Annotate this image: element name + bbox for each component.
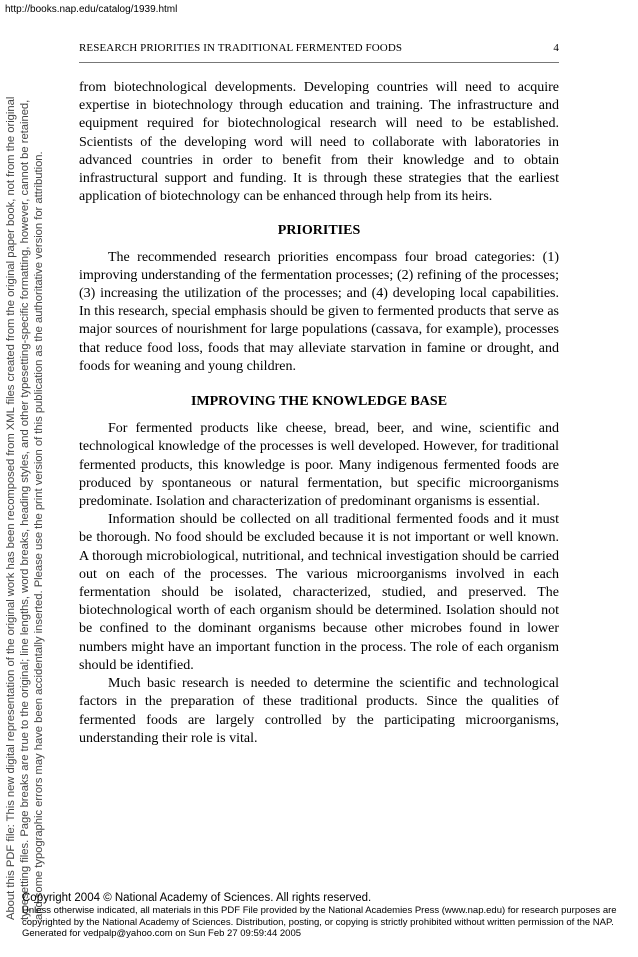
intro-paragraph: from biotechnological developments. Developing countries will need to acquire expertise in biotechnology through education and training. The infrastructure and equipment required for biotechnological research will need to be established. Scientists of the developing word will need to collaborate with laboratories in advanced countries in order to benefit from their knowledge and to obtain infrastructural support and funding. It is through these strategies that the earliest application of biotechnology can be enhanced through help from its heirs. — [79, 80, 559, 205]
header-rule — [79, 62, 559, 63]
heading-knowledge-base: IMPROVING THE KNOWLEDGE BASE — [190, 394, 448, 410]
side-disclaimer-line-3: and some typographic errors may have been accidentally inserted. Please use the print version of this publication as the authoritative version for attribution. — [33, 151, 45, 920]
knowledge-paragraph-2: Information should be collected on all traditional fermented foods and it must be thorough. No food should be excluded because it is not important or well known. A thorough microbiological, nutritional, and technical investigation should be carried out on each of the processes. The various microorganisms involved in each fermentation should be isolated, characterized, studied, and preserved. The biotechnological worth of each organism should be determined. Isolation should not be confined to the dominant organisms because other microbes found in lower numbers might have an important function in the process. The role of each organism should be identified. — [79, 512, 559, 673]
side-disclaimer-line-1: About this PDF file: This new digital representation of the original work has been recomposed from XML files created from the original paper book, not from the original — [5, 96, 17, 920]
knowledge-paragraph-1: For fermented products like cheese, bread, beer, and wine, scientific and technological knowledge of the processes is well developed. However, for traditional fermented products, this knowledge is poor. Many indigenous fermented foods are produced by spontaneous or natural fermentation, but specific microorganisms predominate. Isolation and characterization of predominant organisms is essential. — [79, 421, 559, 510]
page-number: 4 — [553, 42, 559, 54]
usage-notice: Unless otherwise indicated, all materials in this PDF File provided by the National Academies Press (www.nap.edu) for research purposes are copyrighted by the National Academy of Sciences. Distribution, posting, or copying is strictly prohibited without written permission of the NAP. — [22, 905, 617, 928]
knowledge-paragraph-3: Much basic research is needed to determine the scientific and technological factors in the preparation of these traditional products. Since the qualities of fermented foods are largely controlled by the participating microorganisms, understanding their role is vital. — [79, 676, 559, 746]
side-disclaimer — [4, 0, 64, 920]
heading-priorities: PRIORITIES — [277, 223, 361, 239]
copyright-line: Copyright 2004 © National Academy of Sciences. All rights reserved. — [22, 892, 372, 904]
source-url: http://books.nap.edu/catalog/1939.html — [5, 4, 178, 15]
page-body — [79, 79, 559, 748]
generated-line: Generated for vedpalp@yahoo.com on Sun Feb 27 09:59:44 2005 — [22, 928, 302, 939]
running-head-title: RESEARCH PRIORITIES IN TRADITIONAL FERMENTED FOODS — [79, 42, 403, 54]
priorities-paragraph: The recommended research priorities encompass four broad categories: (1) improving understanding of the fermentation processes; (2) refining of the processes; (3) increasing the utilization of the processes; and (4) developing local capabilities. In this research, special emphasis should be given to fermented products that serve as major sources of nourishment for large populations (cassava, for example), processes that reduce food loss, foods that may alleviate starvation in famine or drought, and foods for weaning and young children. — [79, 249, 559, 374]
running-head — [79, 42, 559, 54]
footer — [22, 891, 634, 940]
side-disclaimer-line-2: typesetting files. Page breaks are true to the original; line lengths, word breaks, heading styles, and other typesetting-specific formatting, however, cannot be retained, — [19, 99, 31, 920]
